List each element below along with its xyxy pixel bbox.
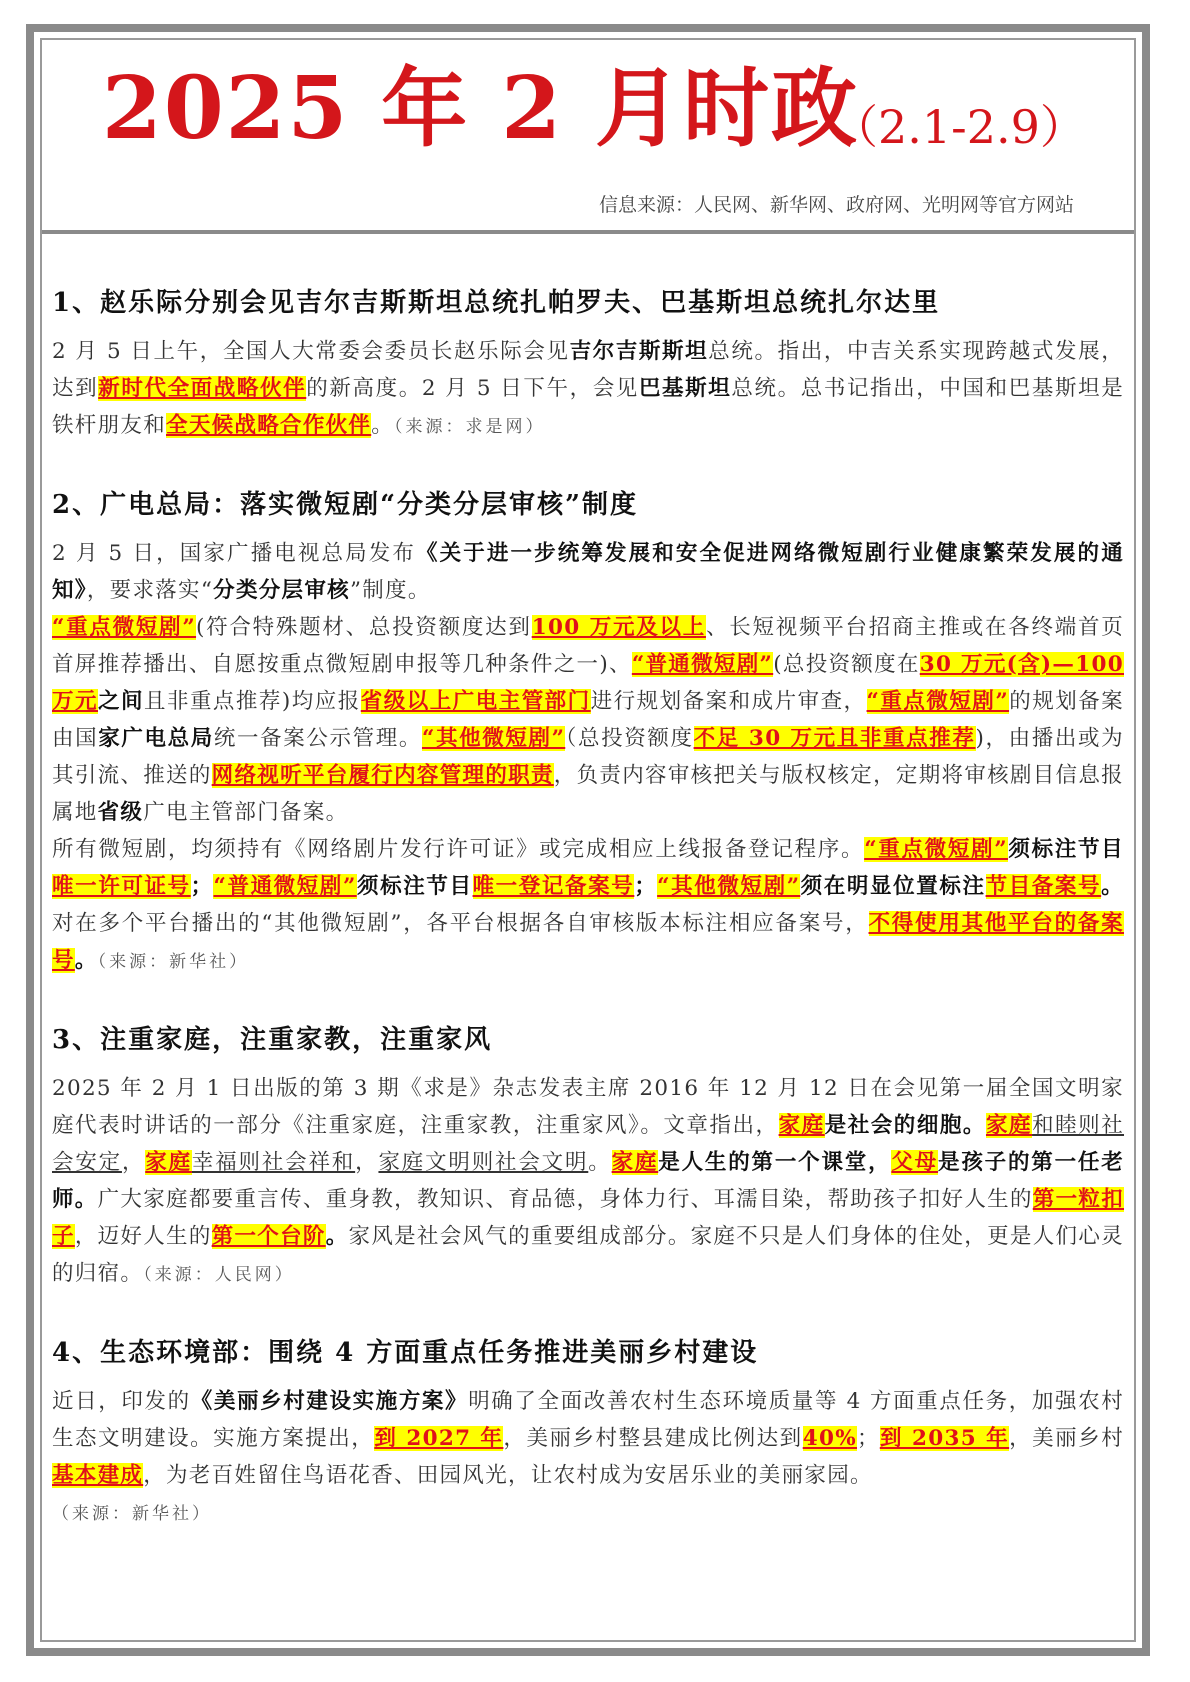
highlight: 基本建成 bbox=[52, 1463, 144, 1488]
text: 总统。指出，中吉关系实现跨越式发展，达到 bbox=[52, 339, 1124, 401]
text: 进行规划备案和成片审查， bbox=[590, 689, 867, 714]
page-title: 2025 年 2 月时政 bbox=[102, 58, 860, 159]
news-item-4 bbox=[52, 1332, 1124, 1533]
bold-text: 吉尔吉斯斯坦 bbox=[569, 339, 709, 364]
text: 对在多个平台播出的“其他微短剧”，各平台根据各自审核版本标注相应备案号， bbox=[52, 911, 869, 936]
highlight: 100 万元及以上 bbox=[531, 615, 706, 640]
paragraph bbox=[52, 1383, 1124, 1533]
date-range: （2.1-2.9） bbox=[832, 100, 1086, 154]
underlined-text: 幸福则社会祥和 bbox=[191, 1150, 356, 1175]
text: ，要求落实“ bbox=[86, 578, 214, 603]
text: 2025 年 2 月 1 日出版的第 3 期《求是》杂志发表主席 2016 年 12 月 12 日在会见第一届全国文明家庭代表时讲话的一部分《注重家庭，注重家教，注重家风》。文章指出， bbox=[52, 1076, 1124, 1138]
text: 明确了全面改善农村生态环境质量等 4 方面重点任务，加强农村生态文明建设。实施方案提出， bbox=[52, 1389, 1124, 1451]
text: 。 bbox=[588, 1150, 612, 1175]
highlight: “普通微短剧” bbox=[213, 874, 357, 899]
text: )，由播出或为其引流、推送的 bbox=[52, 726, 1124, 788]
paragraph bbox=[52, 535, 1124, 609]
highlight: 唯一登记备案号 bbox=[472, 874, 635, 899]
highlight: 新时代全面战略伙伴 bbox=[98, 376, 307, 401]
highlight: 家庭 bbox=[985, 1113, 1033, 1138]
bold-text: 须在明显位置标注 bbox=[800, 874, 986, 899]
highlight: “重点微短剧” bbox=[866, 689, 1010, 714]
section-title: 2、广电总局：落实微短剧“分类分层审核”制度 bbox=[52, 490, 639, 520]
text: 的新高度。2 月 5 日下午，会见 bbox=[306, 376, 639, 401]
news-item-3 bbox=[52, 1019, 1124, 1294]
highlight: 家庭 bbox=[611, 1150, 659, 1175]
text: （总投资额度 bbox=[565, 726, 694, 751]
bold-text: 是孩子的第一任老师。 bbox=[52, 1150, 1125, 1212]
content bbox=[52, 260, 1124, 1571]
bold-text: 是人生的第一个课堂， bbox=[658, 1150, 892, 1175]
text: 统一备案公示管理。 bbox=[213, 726, 422, 751]
text: 家风是社会风气的重要组成部分。家庭不只是人们身体的住处，更是人们心灵的归宿。 bbox=[52, 1224, 1124, 1286]
underlined-text: 家庭文明则社会文明 bbox=[378, 1150, 589, 1175]
text: ”制度。 bbox=[349, 578, 431, 603]
news-item-1 bbox=[52, 282, 1124, 446]
highlight: 省级以上广电主管部门 bbox=[360, 689, 591, 714]
highlight: 唯一许可证号 bbox=[52, 874, 191, 899]
highlight: 家庭 bbox=[145, 1150, 192, 1175]
highlight: 网络视听平台履行内容管理的职责 bbox=[211, 763, 554, 788]
bold-text: ； bbox=[190, 874, 214, 899]
bold-text: 。 bbox=[74, 948, 98, 973]
text: 所有微短剧，均须持有《网络剧片发行许可证》或完成相应上线报备登记程序。 bbox=[52, 837, 865, 862]
text: ， bbox=[355, 1150, 379, 1175]
source-note: （来源：新华社） bbox=[97, 952, 250, 972]
inner-frame bbox=[40, 38, 1136, 1642]
text: 的规划备案由国 bbox=[52, 689, 1124, 751]
highlight: 到 2035 年 bbox=[879, 1426, 1010, 1451]
paragraph bbox=[52, 609, 1124, 831]
text: (符合特殊题材、总投资额度达到 bbox=[196, 615, 532, 640]
highlight: “其他微短剧” bbox=[421, 726, 566, 751]
highlight: “重点微短剧” bbox=[864, 837, 1008, 862]
text: 广电主管部门备案。 bbox=[143, 800, 349, 825]
highlight: 到 2027 年 bbox=[374, 1426, 504, 1451]
text: ，负责内容审核把关与版权核定，定期将审核剧目信息报属地 bbox=[52, 763, 1124, 825]
section-title: 1、赵乐际分别会见吉尔吉斯斯坦总统扎帕罗夫、巴基斯坦总统扎尔达里 bbox=[52, 288, 941, 318]
text: ， bbox=[121, 1150, 146, 1175]
highlight: 40% bbox=[802, 1426, 857, 1451]
bold-text: 分类分层审核 bbox=[213, 578, 350, 603]
highlight: “普通微短剧” bbox=[631, 652, 774, 677]
highlight: 不得使用其他平台的备案号 bbox=[52, 911, 1124, 973]
underlined-text: 和睦则社会安定 bbox=[52, 1113, 1125, 1175]
highlight: “其他微短剧” bbox=[657, 874, 801, 899]
bold-text: ； bbox=[634, 874, 658, 899]
text: 2 月 5 日上午，全国人大常委会委员长赵乐际会见 bbox=[52, 339, 570, 364]
bold-text: 巴基斯坦 bbox=[638, 376, 732, 401]
highlight: 第一个台阶 bbox=[211, 1224, 326, 1249]
bold-text: 之间 bbox=[97, 689, 144, 714]
bold-text: 《美丽乡村建设实施方案》 bbox=[190, 1389, 469, 1414]
highlight: 第一粒扣子 bbox=[52, 1187, 1124, 1249]
text: ； bbox=[856, 1426, 880, 1451]
text: 近日，印发的 bbox=[52, 1389, 191, 1414]
text: 2 月 5 日，国家广播电视总局发布 bbox=[52, 541, 416, 566]
bold-text: 须标注节目 bbox=[356, 874, 473, 899]
highlight: 30 万元(含)—100 万元 bbox=[52, 652, 1124, 714]
paragraph bbox=[52, 333, 1124, 446]
text: ，迈好人生的 bbox=[74, 1224, 212, 1249]
text: 、长短视频平台招商主推或在各终端首页首屏推荐播出、自愿按重点微短剧申报等几种条件之一)、 bbox=[52, 615, 1124, 677]
text: ，美丽乡村整县建成比例达到 bbox=[503, 1426, 803, 1451]
highlight: 家庭 bbox=[778, 1113, 825, 1138]
text: (总投资额度在 bbox=[773, 652, 920, 677]
bold-text: 家广电总局 bbox=[98, 726, 214, 751]
paragraph bbox=[52, 831, 1124, 981]
source-note: （来源：新华社） bbox=[52, 1504, 212, 1524]
text: ，为老百姓留住鸟语花香、田园风光，让农村成为安居乐业的美丽家园。 bbox=[143, 1463, 873, 1488]
bold-text: 。 bbox=[325, 1224, 349, 1249]
paragraph bbox=[52, 1070, 1124, 1294]
bold-text: 。 bbox=[1101, 874, 1124, 899]
bold-text: 须标注节目 bbox=[1007, 837, 1124, 862]
section-title: 4、生态环境部：围绕 4 方面重点任务推进美丽乡村建设 bbox=[52, 1338, 759, 1368]
news-item-2 bbox=[52, 484, 1124, 981]
source-note: （来源：求是网） bbox=[394, 417, 546, 437]
highlight: 不足 30 万元且非重点推荐 bbox=[693, 726, 976, 751]
highlight: 节目备案号 bbox=[985, 874, 1102, 899]
highlight: 全天候战略合作伙伴 bbox=[166, 413, 372, 438]
source-line: 信息来源：人民网、新华网、政府网、光明网等官方网站 bbox=[598, 194, 1074, 216]
bold-text: 省级 bbox=[97, 800, 144, 825]
text: 广大家庭都要重言传、重身教，教知识、育品德，身体力行、耳濡目染，帮助孩子扣好人生的 bbox=[97, 1187, 1033, 1212]
text: 且非重点推荐)均应报 bbox=[143, 689, 361, 714]
bold-text: 是社会的细胞。 bbox=[824, 1113, 986, 1138]
text: 总统。总书记指出，中国和巴基斯坦是铁杆朋友和 bbox=[52, 376, 1125, 438]
highlight: “重点微短剧” bbox=[52, 615, 197, 640]
page-frame bbox=[26, 24, 1150, 1656]
highlight: 父母 bbox=[891, 1150, 939, 1175]
text: 。 bbox=[371, 413, 395, 438]
bold-text: 《关于进一步统筹发展和安全促进网络微短剧行业健康繁荣发展的通知》 bbox=[52, 541, 1124, 603]
section-title: 3、注重家庭，注重家教，注重家风 bbox=[52, 1025, 493, 1055]
page-header bbox=[42, 40, 1134, 234]
source-note: （来源：人民网） bbox=[143, 1265, 295, 1285]
text: ，美丽乡村 bbox=[1009, 1426, 1124, 1451]
